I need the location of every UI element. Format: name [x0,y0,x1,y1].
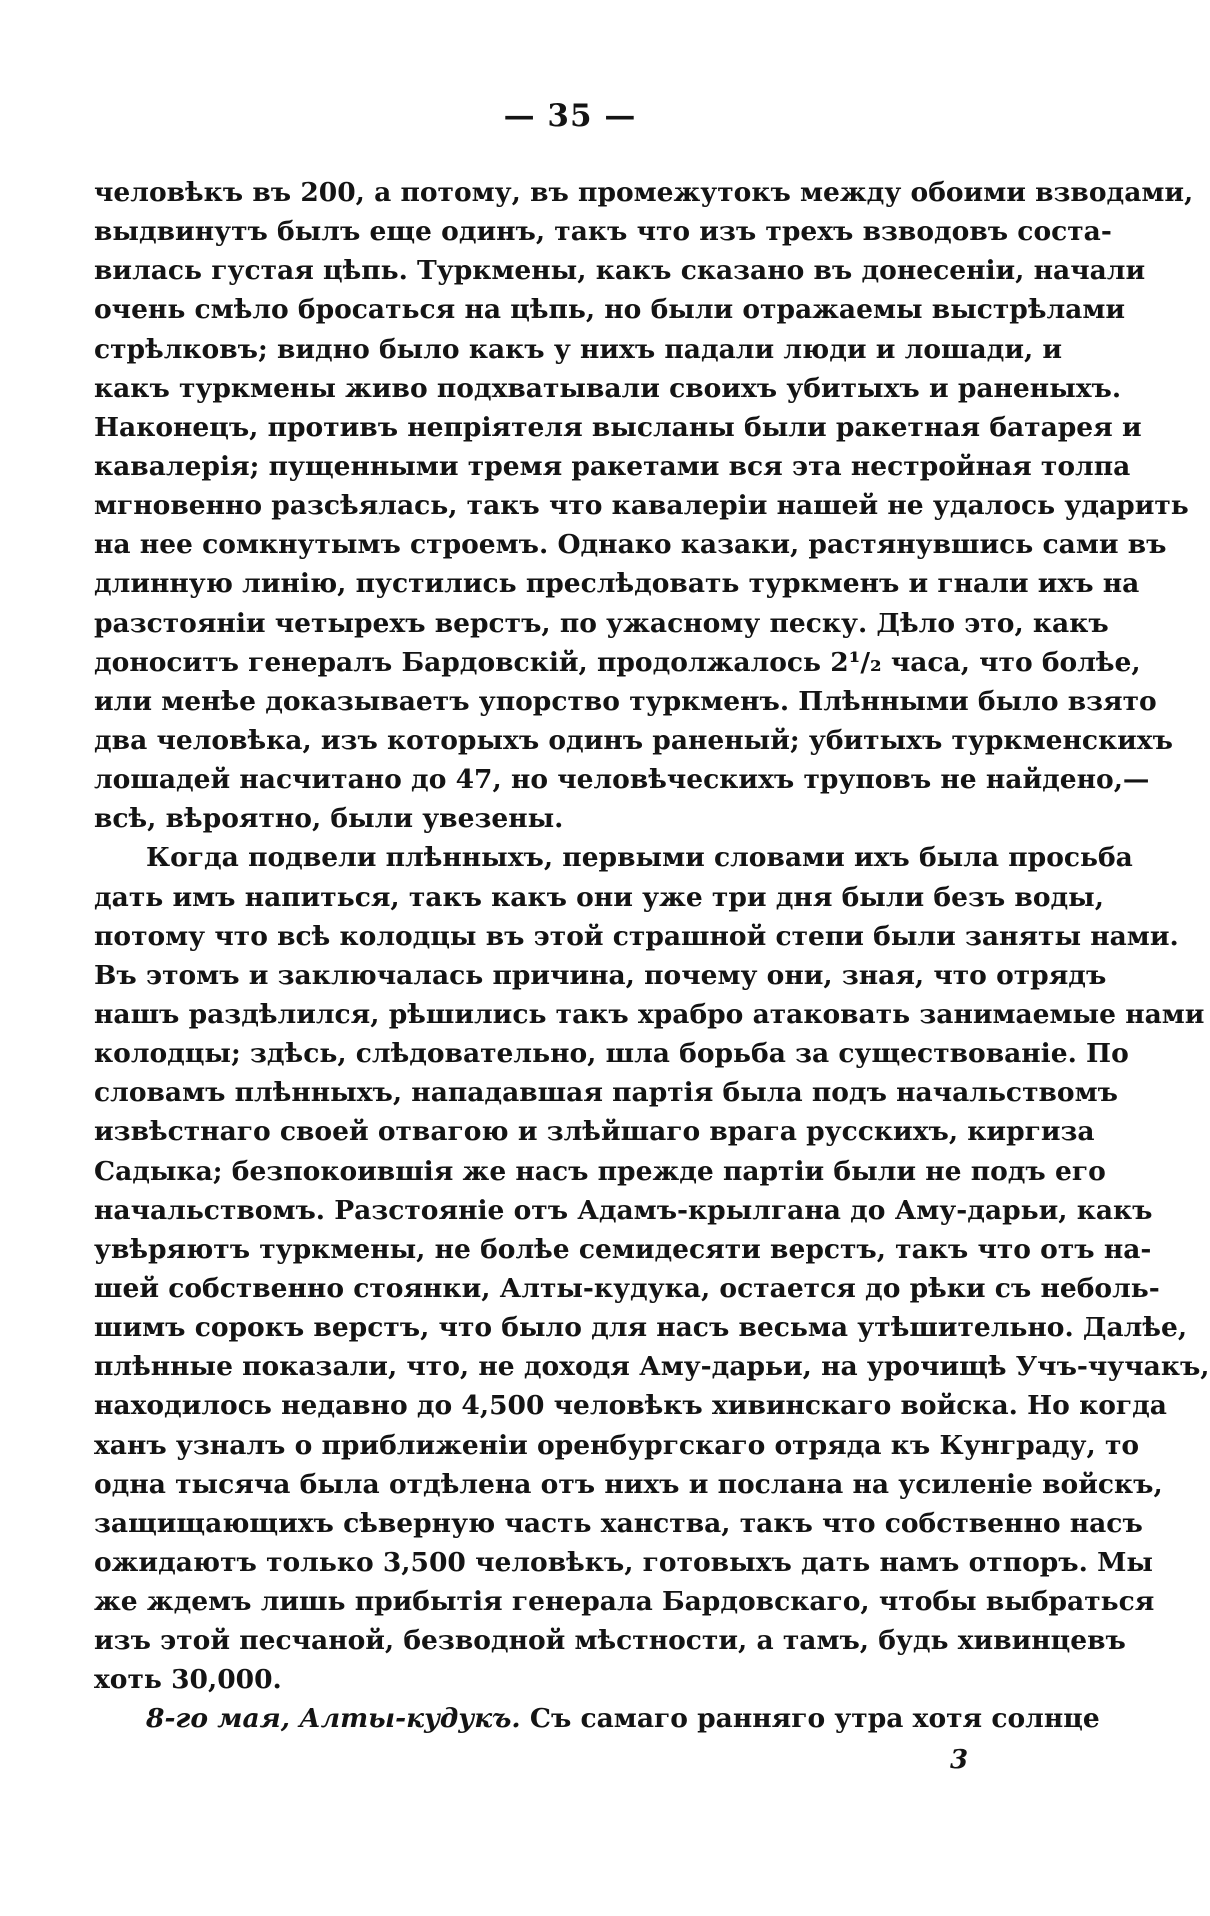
paragraph-start-line: Когда подвели плѣнныхъ, первыми словами ихъ была просьба [146,842,1133,874]
text-line: плѣнные показали, что, не доходя Аму-дарьи, на урочищѣ Учъ-чучакъ, [94,1351,1210,1383]
text-line: мгновенно разсѣялась, такъ что кавалеріи нашей не удалось ударить [94,490,1189,522]
text-line: разстояніи четырехъ верстъ, по ужасному песку. Дѣло это, какъ [94,607,1109,639]
diary-date-heading: 8-го мая, Алты-кудукъ. [146,1703,521,1735]
text-line: ханъ узналъ о приближеніи оренбургскаго отряда къ Кунграду, то [94,1429,1140,1461]
text-line: потому что всѣ колодцы въ этой страшной степи были заняты нами. [94,920,1179,952]
text-line: ожидаютъ только 3,500 человѣкъ, готовыхъ дать намъ отпоръ. Мы [94,1546,1153,1578]
text-line: извѣстнаго своей отвагою и злѣйшаго врага русскихъ, киргиза [94,1116,1095,1148]
text-line: кавалерія; пущенными тремя ракетами вся эта нестройная толпа [94,450,1131,482]
text-line: Въ этомъ и заключалась причина, почему они, зная, что отрядъ [94,959,1107,991]
text-line: увѣряютъ туркмены, не болѣе семидесяти верстъ, такъ что отъ на- [94,1233,1152,1265]
text-line: на нее сомкнутымъ строемъ. Однако казаки, растянувшись сами въ [94,529,1167,561]
diary-entry-text: Съ самаго ранняго утра хотя солнце [520,1703,1100,1735]
text-line: два человѣка, изъ которыхъ одинъ раненый; убитыхъ туркменскихъ [94,724,1173,756]
diary-entry-line [94,1699,1100,1738]
text-line: шей собственно стоянки, Алты-кудука, остается до рѣки съ неболь- [94,1272,1160,1304]
body-text [94,173,1210,1739]
page-number: — 35 — [503,98,637,134]
text-line: же ждемъ лишь прибытія генерала Бардовскаго, чтобы выбраться [94,1586,1155,1618]
signature-mark: 3 [950,1745,969,1775]
text-line: доноситъ генералъ Бардовскій, продолжалось 2¹/₂ часа, что болѣе, [94,646,1141,678]
text-line: шимъ сорокъ верстъ, что было для насъ весьма утѣшительно. Далѣе, [94,1312,1188,1344]
text-line: находилось недавно до 4,500 человѣкъ хивинскаго войска. Но когда [94,1390,1167,1422]
text-line: колодцы; здѣсь, слѣдовательно, шла борьба за существованіе. По [94,1038,1129,1070]
text-line: изъ этой песчаной, безводной мѣстности, а тамъ, будь хивинцевъ [94,1625,1126,1657]
text-line: какъ туркмены живо подхватывали своихъ убитыхъ и раненыхъ. [94,372,1122,404]
text-line: или менѣе доказываетъ упорство туркменъ. Плѣнными было взято [94,685,1157,717]
text-line: дать имъ напиться, такъ какъ они уже три дня были безъ воды, [94,881,1104,913]
text-line: стрѣлковъ; видно было какъ у нихъ падали люди и лошади, и [94,333,1063,365]
text-line: лошадей насчитано до 47, но человѣческихъ труповъ не найдено,— [94,764,1150,796]
text-line: словамъ плѣнныхъ, нападавшая партія была подъ начальствомъ [94,1077,1118,1109]
text-line: человѣкъ въ 200, а потому, въ промежутокъ между обоими взводами, [94,177,1194,208]
text-line: нашъ раздѣлился, рѣшились такъ храбро атаковать занимаемые нами [94,998,1205,1030]
text-line: Садыка; безпокоившія же насъ прежде партіи были не подъ его [94,1155,1106,1187]
text-line: Наконецъ, противъ непріятеля высланы были ракетная батарея и [94,411,1142,443]
paragraph-end-line: всѣ, вѣроятно, были увезены. [94,803,564,835]
text-line: длинную линію, пустились преслѣдовать туркменъ и гнали ихъ на [94,568,1140,600]
text-line: начальствомъ. Разстояніе отъ Адамъ-крылгана до Аму-дарьи, какъ [94,1194,1153,1226]
text-line: выдвинутъ былъ еще одинъ, такъ что изъ трехъ взводовъ соста- [94,216,1112,248]
paragraph-end-line: хоть 30,000. [94,1664,282,1696]
text-line: очень смѣло бросаться на цѣпь, но были отражаемы выстрѣлами [94,294,1126,326]
text-line: вилась густая цѣпь. Туркмены, какъ сказано въ донесеніи, начали [94,255,1146,287]
text-line: одна тысяча была отдѣлена отъ нихъ и послана на усиленіе войскъ, [94,1468,1163,1500]
text-line: защищающихъ сѣверную часть ханства, такъ что собственно насъ [94,1507,1143,1539]
